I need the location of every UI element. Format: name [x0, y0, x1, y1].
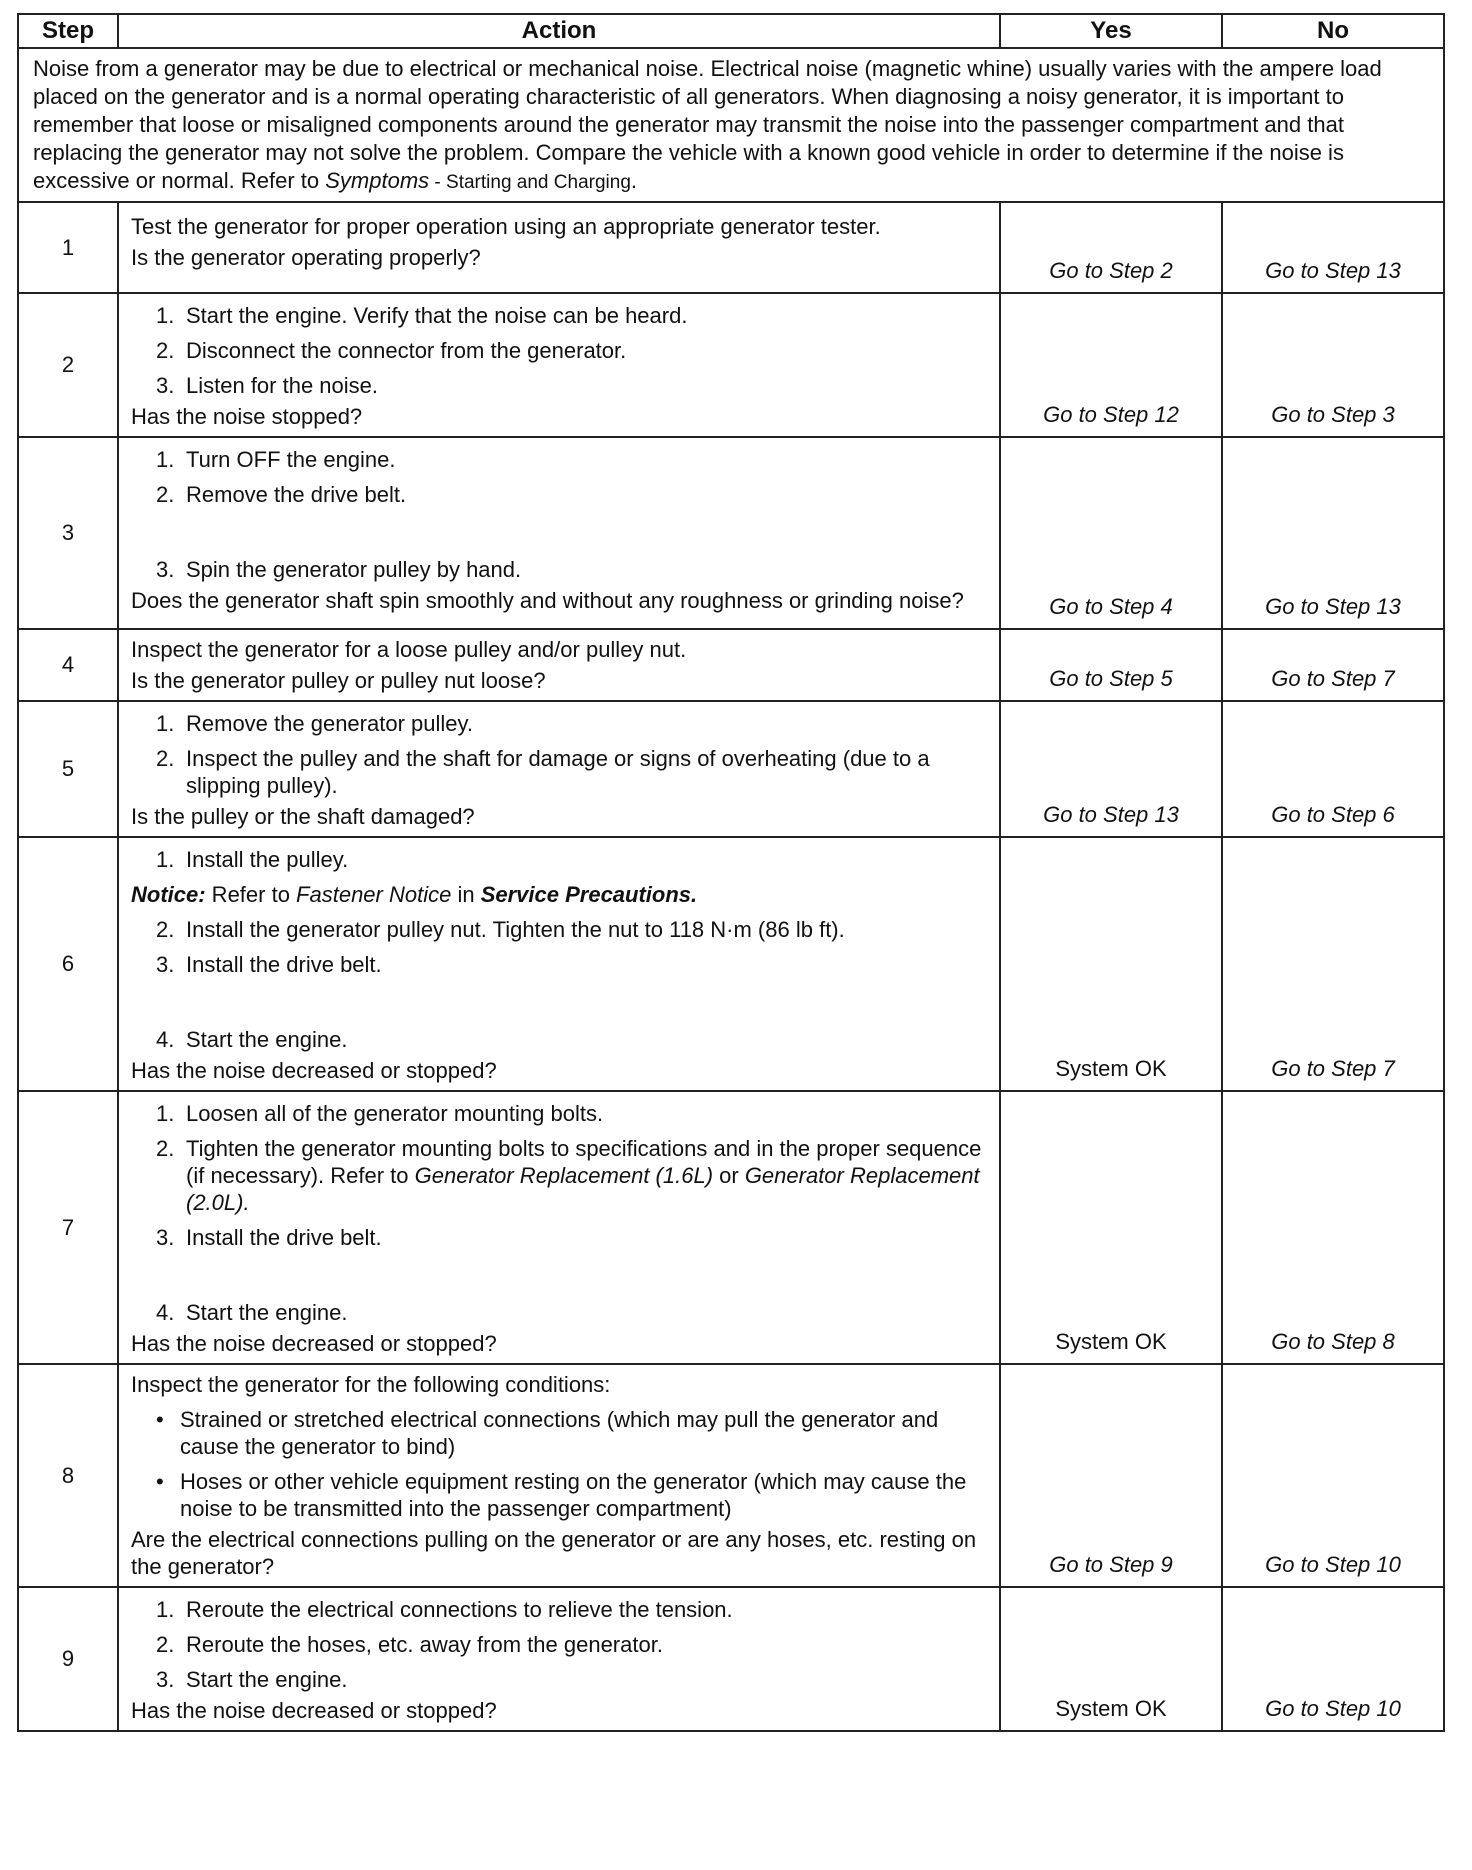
yes-link[interactable]: Go to Step 9	[1000, 1364, 1222, 1587]
intro-end: .	[630, 168, 638, 193]
yes-link[interactable]: Go to Step 13	[1000, 701, 1222, 837]
list-item: 1. Loosen all of the generator mounting bolts.	[156, 1101, 604, 1126]
intro-text: Noise from a generator may be due to electrical or mechanical noise. Electrical noise (magnetic whine) usually varies with the ampere load placed on the generator and is a normal operating characteristic of all generators. When diagnosing a noisy generator, it is important to remember that loose or misaligned components around the generator may transmit the noise into the passenger compartment and that replacing the generator may not solve the problem. Compare the vehicle with a known good vehicle in order to determine if the noise is excessive or normal. Refer to	[33, 56, 1382, 193]
step-question: Has the noise decreased or stopped?	[131, 1698, 497, 1723]
step-question: Is the generator pulley or pulley nut loose?	[131, 668, 546, 693]
list-item: 3. Spin the generator pulley by hand.	[156, 557, 522, 582]
symptoms-link[interactable]: Symptoms	[325, 168, 430, 193]
step-question: Has the noise decreased or stopped?	[131, 1058, 497, 1083]
step-number: 1	[18, 202, 118, 293]
notice-label: Notice:	[131, 882, 206, 907]
step-number: 9	[18, 1587, 118, 1731]
no-link[interactable]: Go to Step 10	[1222, 1587, 1444, 1731]
step-action	[118, 701, 1000, 837]
step-row-3	[18, 437, 1444, 629]
step-question: Does the generator shaft spin smoothly and without any roughness or grinding noise?	[131, 588, 964, 613]
list-item: 1. Turn OFF the engine.	[156, 447, 396, 472]
step-row-7	[18, 1091, 1444, 1364]
list-item: 4. Start the engine.	[156, 1027, 348, 1052]
header-action: Action	[118, 14, 1000, 48]
list-item: 1. Install the pulley.	[156, 847, 349, 872]
bullet-item: • Hoses or other vehicle equipment resting on the generator (which may cause the noise to be transmitted into the passenger compartment)	[156, 1469, 967, 1521]
list-item: 2. Install the generator pulley nut. Tighten the nut to 118 N·m (86 lb ft).	[156, 917, 845, 942]
step-number: 7	[18, 1091, 118, 1364]
step-number: 6	[18, 837, 118, 1091]
step-number: 4	[18, 629, 118, 701]
list-item: 1. Remove the generator pulley.	[156, 711, 473, 736]
step-text: Test the generator for proper operation using an appropriate generator tester.	[131, 214, 881, 239]
notice-line: Notice: Refer to Fastener Notice in Service Precautions.	[131, 882, 698, 907]
step-number: 2	[18, 293, 118, 437]
step-question: Is the pulley or the shaft damaged?	[131, 804, 475, 829]
step-action	[118, 293, 1000, 437]
no-link[interactable]: Go to Step 7	[1222, 629, 1444, 701]
list-item: 1. Start the engine. Verify that the noise can be heard.	[156, 303, 688, 328]
step-action	[118, 437, 1000, 629]
generator-replacement-2-0l-link[interactable]: Generator Replacement (2.0L).	[186, 1163, 980, 1215]
step-action	[118, 629, 1000, 701]
intro-row	[18, 48, 1444, 202]
step-number: 5	[18, 701, 118, 837]
no-link[interactable]: Go to Step 6	[1222, 701, 1444, 837]
list-item: 1. Reroute the electrical connections to relieve the tension.	[156, 1597, 733, 1622]
no-link[interactable]: Go to Step 13	[1222, 202, 1444, 293]
header-step: Step	[18, 14, 118, 48]
list-item: 2. Reroute the hoses, etc. away from the generator.	[156, 1632, 663, 1657]
step-row-8	[18, 1364, 1444, 1587]
step-row-1	[18, 202, 1444, 293]
list-item: 4. Start the engine.	[156, 1300, 348, 1325]
diagnostic-table	[17, 13, 1445, 1732]
step-action	[118, 202, 1000, 293]
step-question: Are the electrical connections pulling on the generator or are any hoses, etc. resting on the generator?	[131, 1527, 977, 1579]
service-precautions-link[interactable]: Service Precautions.	[480, 882, 698, 907]
spacer	[131, 508, 987, 536]
step-action	[118, 1091, 1000, 1364]
list-item: 2. Tighten the generator mounting bolts to specifications and in the proper sequence (if necessary). Refer to Generator Replacement (1.6L) or Generator Replacement (2.0L).	[156, 1136, 982, 1215]
step-number: 3	[18, 437, 118, 629]
yes-link[interactable]: Go to Step 4	[1000, 437, 1222, 629]
yes-link[interactable]: System OK	[1000, 837, 1222, 1091]
step-action	[118, 1587, 1000, 1731]
step-action	[118, 837, 1000, 1091]
list-item: 3. Listen for the noise.	[156, 373, 379, 398]
header-row	[18, 14, 1444, 48]
intro-suffix: - Starting and Charging	[429, 172, 631, 193]
step-row-6	[18, 837, 1444, 1091]
bullet-item: • Strained or stretched electrical connections (which may pull the generator and cause the generator to bind)	[156, 1407, 939, 1459]
no-link[interactable]: Go to Step 3	[1222, 293, 1444, 437]
step-number: 8	[18, 1364, 118, 1587]
spacer	[131, 1251, 987, 1279]
step-question: Has the noise stopped?	[131, 404, 363, 429]
step-row-5	[18, 701, 1444, 837]
step-row-2	[18, 293, 1444, 437]
no-link[interactable]: Go to Step 8	[1222, 1091, 1444, 1364]
no-link[interactable]: Go to Step 7	[1222, 837, 1444, 1091]
intro-paragraph	[18, 48, 1444, 202]
no-link[interactable]: Go to Step 13	[1222, 437, 1444, 629]
step-row-9	[18, 1587, 1444, 1731]
step-row-4	[18, 629, 1444, 701]
header-no: No	[1222, 14, 1444, 48]
diagnostic-table-page	[17, 13, 1445, 1732]
header-yes: Yes	[1000, 14, 1222, 48]
step-question: Is the generator operating properly?	[131, 245, 481, 270]
step-action	[118, 1364, 1000, 1587]
step-text: Inspect the generator for a loose pulley and/or pulley nut.	[131, 637, 687, 662]
yes-link[interactable]: System OK	[1000, 1587, 1222, 1731]
list-item: 3. Install the drive belt.	[156, 952, 382, 977]
yes-link[interactable]: Go to Step 5	[1000, 629, 1222, 701]
list-item: 2. Inspect the pulley and the shaft for damage or signs of overheating (due to a slipping pulley).	[156, 746, 930, 798]
yes-link[interactable]: Go to Step 2	[1000, 202, 1222, 293]
list-item: 3. Start the engine.	[156, 1667, 348, 1692]
yes-link[interactable]: Go to Step 12	[1000, 293, 1222, 437]
list-item: 2. Disconnect the connector from the generator.	[156, 338, 627, 363]
no-link[interactable]: Go to Step 10	[1222, 1364, 1444, 1587]
list-item: 2. Remove the drive belt.	[156, 482, 407, 507]
step-question: Has the noise decreased or stopped?	[131, 1331, 497, 1356]
generator-replacement-1-6l-link[interactable]: Generator Replacement (1.6L)	[414, 1163, 714, 1188]
fastener-notice-link[interactable]: Fastener Notice	[296, 882, 452, 907]
list-item: 3. Install the drive belt.	[156, 1225, 382, 1250]
spacer	[131, 978, 987, 1006]
step-text: Inspect the generator for the following conditions:	[131, 1372, 611, 1397]
yes-link[interactable]: System OK	[1000, 1091, 1222, 1364]
